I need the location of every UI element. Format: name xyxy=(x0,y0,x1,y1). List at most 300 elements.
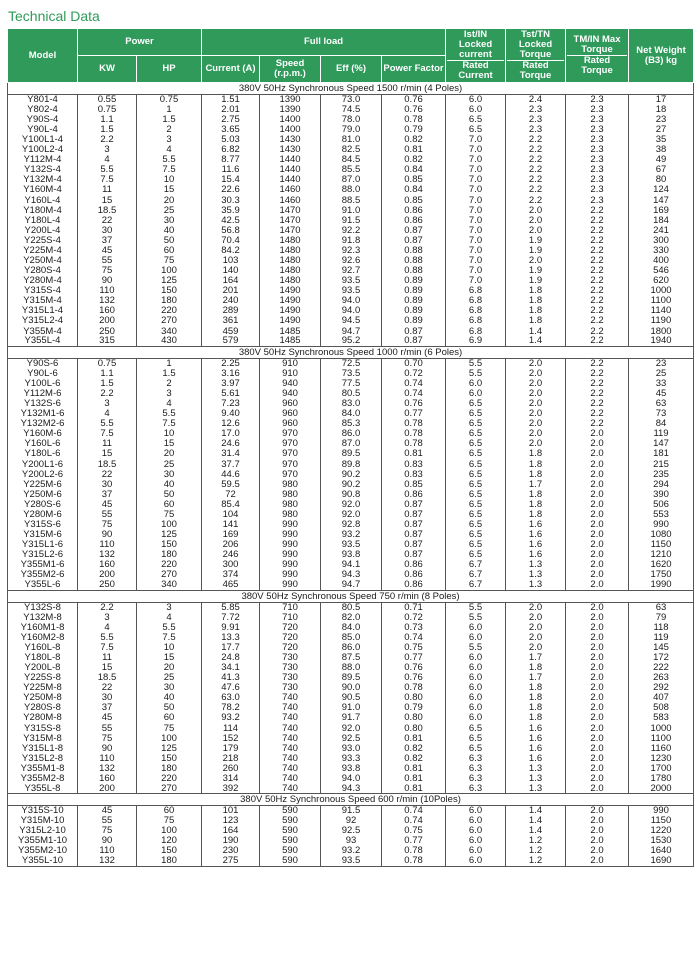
cell-kw: 3 xyxy=(78,612,137,622)
table-row xyxy=(8,580,694,590)
cell-kw: 22 xyxy=(78,683,137,693)
cell-current: 104 xyxy=(202,510,260,520)
table-row xyxy=(8,326,694,336)
cell-hp: 150 xyxy=(137,286,202,296)
cell-hp: 60 xyxy=(137,246,202,256)
cell-net-weight: 1190 xyxy=(629,316,694,326)
cell-tm-in: 2.0 xyxy=(566,580,629,590)
cell-ist-in: 6.0 xyxy=(446,379,506,389)
cell-power-factor: 0.78 xyxy=(382,429,446,439)
cell-model: Y225M-8 xyxy=(8,683,78,693)
cell-net-weight: 119 xyxy=(629,429,694,439)
cell-net-weight: 263 xyxy=(629,673,694,683)
cell-kw: 45 xyxy=(78,713,137,723)
cell-speed: 710 xyxy=(260,602,321,612)
cell-model: Y160M2-8 xyxy=(8,633,78,643)
cell-speed: 730 xyxy=(260,653,321,663)
cell-net-weight: 79 xyxy=(629,612,694,622)
table-row xyxy=(8,733,694,743)
cell-kw: 37 xyxy=(78,703,137,713)
cell-power-factor: 0.79 xyxy=(382,703,446,713)
cell-net-weight: 508 xyxy=(629,703,694,713)
cell-model: Y200L1-6 xyxy=(8,459,78,469)
cell-net-weight: 181 xyxy=(629,449,694,459)
cell-kw: 90 xyxy=(78,743,137,753)
cell-hp: 75 xyxy=(137,816,202,826)
cell-hp: 15 xyxy=(137,439,202,449)
cell-hp: 30 xyxy=(137,683,202,693)
cell-ist-in: 6.0 xyxy=(446,633,506,643)
table-row xyxy=(8,429,694,439)
cell-eff: 86.0 xyxy=(321,429,382,439)
cell-kw: 22 xyxy=(78,469,137,479)
cell-power-factor: 0.87 xyxy=(382,326,446,336)
cell-speed: 970 xyxy=(260,439,321,449)
cell-tm-in: 2.2 xyxy=(566,226,629,236)
cell-ist-in: 7.0 xyxy=(446,135,506,145)
cell-model: Y90S-6 xyxy=(8,358,78,368)
cell-hp: 7.5 xyxy=(137,633,202,643)
cell-speed: 1440 xyxy=(260,165,321,175)
cell-current: 190 xyxy=(202,836,260,846)
cell-hp: 150 xyxy=(137,846,202,856)
cell-ist-in: 6.0 xyxy=(446,703,506,713)
cell-hp: 100 xyxy=(137,733,202,743)
table-row xyxy=(8,389,694,399)
cell-speed: 590 xyxy=(260,816,321,826)
cell-current: 70.4 xyxy=(202,236,260,246)
cell-eff: 94.3 xyxy=(321,784,382,794)
cell-model: Y355M2-8 xyxy=(8,774,78,784)
cell-power-factor: 0.77 xyxy=(382,653,446,663)
cell-tst-tn: 2.2 xyxy=(506,145,566,155)
cell-kw: 4 xyxy=(78,409,137,419)
cell-speed: 990 xyxy=(260,570,321,580)
cell-power-factor: 0.86 xyxy=(382,215,446,225)
cell-net-weight: 1080 xyxy=(629,530,694,540)
cell-net-weight: 1640 xyxy=(629,846,694,856)
cell-current: 289 xyxy=(202,306,260,316)
cell-hp: 4 xyxy=(137,612,202,622)
cell-eff: 93.3 xyxy=(321,754,382,764)
cell-speed: 1470 xyxy=(260,205,321,215)
cell-current: 114 xyxy=(202,723,260,733)
cell-current: 24.8 xyxy=(202,653,260,663)
cell-net-weight: 1140 xyxy=(629,306,694,316)
cell-kw: 37 xyxy=(78,490,137,500)
cell-tm-in: 2.3 xyxy=(566,125,629,135)
cell-model: Y280S-6 xyxy=(8,500,78,510)
cell-tm-in: 2.2 xyxy=(566,246,629,256)
cell-speed: 740 xyxy=(260,713,321,723)
cell-hp: 125 xyxy=(137,530,202,540)
cell-kw: 2.2 xyxy=(78,135,137,145)
cell-hp: 10 xyxy=(137,175,202,185)
page-title: Technical Data xyxy=(8,8,100,24)
cell-ist-in: 6.0 xyxy=(446,95,506,105)
cell-current: 15.4 xyxy=(202,175,260,185)
cell-current: 140 xyxy=(202,266,260,276)
cell-speed: 990 xyxy=(260,550,321,560)
cell-kw: 75 xyxy=(78,826,137,836)
cell-kw: 1.5 xyxy=(78,379,137,389)
cell-ist-in: 6.0 xyxy=(446,806,506,816)
cell-net-weight: 620 xyxy=(629,276,694,286)
cell-speed: 970 xyxy=(260,449,321,459)
cell-tst-tn: 1.9 xyxy=(506,236,566,246)
cell-current: 59.5 xyxy=(202,479,260,489)
cell-hp: 25 xyxy=(137,459,202,469)
cell-speed: 1490 xyxy=(260,306,321,316)
cell-ist-in: 6.0 xyxy=(446,713,506,723)
cell-tm-in: 2.2 xyxy=(566,326,629,336)
cell-tm-in: 2.0 xyxy=(566,693,629,703)
table-row xyxy=(8,530,694,540)
cell-tm-in: 2.3 xyxy=(566,185,629,195)
cell-hp: 50 xyxy=(137,703,202,713)
cell-tst-tn: 1.8 xyxy=(506,296,566,306)
cell-net-weight: 27 xyxy=(629,125,694,135)
cell-power-factor: 0.88 xyxy=(382,256,446,266)
cell-hp: 60 xyxy=(137,806,202,816)
cell-speed: 980 xyxy=(260,500,321,510)
cell-hp: 4 xyxy=(137,399,202,409)
table-row xyxy=(8,409,694,419)
cell-tm-in: 2.3 xyxy=(566,175,629,185)
cell-kw: 1.1 xyxy=(78,115,137,125)
cell-eff: 92.0 xyxy=(321,500,382,510)
cell-tm-in: 2.0 xyxy=(566,449,629,459)
cell-kw: 7.5 xyxy=(78,175,137,185)
cell-net-weight: 390 xyxy=(629,490,694,500)
cell-current: 63.0 xyxy=(202,693,260,703)
cell-model: Y90L-6 xyxy=(8,369,78,379)
cell-model: Y355M1-8 xyxy=(8,764,78,774)
cell-ist-in: 6.5 xyxy=(446,743,506,753)
cell-kw: 30 xyxy=(78,226,137,236)
cell-speed: 1400 xyxy=(260,115,321,125)
cell-speed: 970 xyxy=(260,429,321,439)
cell-hp: 5.5 xyxy=(137,409,202,419)
table-row xyxy=(8,540,694,550)
cell-hp: 180 xyxy=(137,550,202,560)
cell-model: Y315L2-4 xyxy=(8,316,78,326)
cell-speed: 1490 xyxy=(260,316,321,326)
cell-net-weight: 546 xyxy=(629,266,694,276)
cell-speed: 720 xyxy=(260,643,321,653)
cell-power-factor: 0.78 xyxy=(382,115,446,125)
col-header-weight: Net Weight (B3) kg xyxy=(629,29,694,83)
section-header-row xyxy=(8,83,694,95)
cell-ist-in: 6.3 xyxy=(446,764,506,774)
cell-ist-in: 7.0 xyxy=(446,155,506,165)
cell-power-factor: 0.74 xyxy=(382,633,446,643)
cell-speed: 990 xyxy=(260,580,321,590)
cell-kw: 15 xyxy=(78,195,137,205)
cell-tst-tn: 1.8 xyxy=(506,459,566,469)
cell-model: Y250M-4 xyxy=(8,256,78,266)
section-header-group xyxy=(8,346,694,358)
cell-tst-tn: 1.9 xyxy=(506,276,566,286)
cell-tst-tn: 1.9 xyxy=(506,266,566,276)
cell-ist-in: 6.0 xyxy=(446,846,506,856)
cell-current: 17.0 xyxy=(202,429,260,439)
cell-power-factor: 0.87 xyxy=(382,520,446,530)
table-row xyxy=(8,743,694,753)
cell-eff: 84.5 xyxy=(321,155,382,165)
cell-current: 3.65 xyxy=(202,125,260,135)
cell-hp: 100 xyxy=(137,826,202,836)
cell-power-factor: 0.77 xyxy=(382,409,446,419)
cell-net-weight: 215 xyxy=(629,459,694,469)
table-row xyxy=(8,479,694,489)
table-row xyxy=(8,570,694,580)
cell-power-factor: 0.78 xyxy=(382,683,446,693)
cell-eff: 82.0 xyxy=(321,612,382,622)
table-row xyxy=(8,560,694,570)
cell-ist-in: 6.3 xyxy=(446,774,506,784)
cell-tst-tn: 1.3 xyxy=(506,560,566,570)
cell-hp: 1 xyxy=(137,358,202,368)
cell-power-factor: 0.71 xyxy=(382,602,446,612)
cell-ist-in: 6.0 xyxy=(446,653,506,663)
cell-speed: 590 xyxy=(260,806,321,816)
cell-ist-in: 7.0 xyxy=(446,276,506,286)
cell-eff: 89.8 xyxy=(321,459,382,469)
cell-kw: 55 xyxy=(78,256,137,266)
cell-kw: 11 xyxy=(78,653,137,663)
cell-hp: 120 xyxy=(137,836,202,846)
cell-tm-in: 2.3 xyxy=(566,135,629,145)
cell-ist-in: 6.5 xyxy=(446,469,506,479)
cell-tst-tn: 1.8 xyxy=(506,316,566,326)
cell-tst-tn: 1.6 xyxy=(506,540,566,550)
cell-model: Y280M-4 xyxy=(8,276,78,286)
table-row xyxy=(8,703,694,713)
col-header-ist xyxy=(446,29,506,83)
cell-speed: 730 xyxy=(260,683,321,693)
cell-speed: 1430 xyxy=(260,145,321,155)
section-header-row xyxy=(8,590,694,602)
cell-speed: 980 xyxy=(260,510,321,520)
cell-power-factor: 0.87 xyxy=(382,550,446,560)
cell-power-factor: 0.75 xyxy=(382,643,446,653)
cell-speed: 590 xyxy=(260,826,321,836)
cell-net-weight: 990 xyxy=(629,520,694,530)
cell-power-factor: 0.87 xyxy=(382,500,446,510)
cell-ist-in: 6.7 xyxy=(446,570,506,580)
cell-eff: 84.0 xyxy=(321,622,382,632)
col-header-kw: KW xyxy=(78,56,137,83)
cell-net-weight: 67 xyxy=(629,165,694,175)
cell-tm-in: 2.2 xyxy=(566,369,629,379)
cell-tst-tn: 1.8 xyxy=(506,713,566,723)
cell-hp: 430 xyxy=(137,336,202,346)
table-row xyxy=(8,439,694,449)
table-row xyxy=(8,836,694,846)
cell-model: Y132M-4 xyxy=(8,175,78,185)
cell-kw: 75 xyxy=(78,733,137,743)
cell-power-factor: 0.87 xyxy=(382,336,446,346)
cell-model: Y315L1-8 xyxy=(8,743,78,753)
table-row xyxy=(8,379,694,389)
cell-tm-in: 2.2 xyxy=(566,358,629,368)
cell-model: Y355L-10 xyxy=(8,856,78,866)
cell-kw: 132 xyxy=(78,856,137,866)
cell-eff: 87.0 xyxy=(321,175,382,185)
cell-tm-in: 2.3 xyxy=(566,95,629,105)
cell-ist-in: 5.5 xyxy=(446,358,506,368)
cell-model: Y250M-6 xyxy=(8,490,78,500)
cell-current: 374 xyxy=(202,570,260,580)
cell-ist-in: 6.0 xyxy=(446,816,506,826)
cell-ist-in: 6.0 xyxy=(446,693,506,703)
cell-speed: 740 xyxy=(260,754,321,764)
cell-tst-tn: 1.4 xyxy=(506,816,566,826)
cell-eff: 85.0 xyxy=(321,633,382,643)
cell-eff: 84.0 xyxy=(321,409,382,419)
cell-power-factor: 0.74 xyxy=(382,816,446,826)
cell-power-factor: 0.81 xyxy=(382,784,446,794)
section-label: 380V 50Hz Synchronous Speed 1000 r/min (6 Poles) xyxy=(8,346,694,358)
cell-tm-in: 2.0 xyxy=(566,663,629,673)
table-row xyxy=(8,215,694,225)
cell-eff: 94.0 xyxy=(321,306,382,316)
cell-power-factor: 0.80 xyxy=(382,713,446,723)
cell-tst-tn: 2.0 xyxy=(506,409,566,419)
cell-kw: 55 xyxy=(78,510,137,520)
cell-net-weight: 292 xyxy=(629,683,694,693)
cell-kw: 1.5 xyxy=(78,125,137,135)
cell-ist-in: 6.0 xyxy=(446,663,506,673)
cell-power-factor: 0.76 xyxy=(382,399,446,409)
cell-kw: 0.75 xyxy=(78,105,137,115)
cell-eff: 88.0 xyxy=(321,185,382,195)
cell-net-weight: 990 xyxy=(629,806,694,816)
cell-tm-in: 2.3 xyxy=(566,145,629,155)
cell-speed: 1480 xyxy=(260,276,321,286)
cell-tst-tn: 1.6 xyxy=(506,733,566,743)
cell-tm-in: 2.0 xyxy=(566,846,629,856)
cell-hp: 20 xyxy=(137,195,202,205)
cell-tst-tn: 1.7 xyxy=(506,479,566,489)
cell-power-factor: 0.87 xyxy=(382,540,446,550)
cell-power-factor: 0.86 xyxy=(382,560,446,570)
table-row xyxy=(8,550,694,560)
table-row xyxy=(8,653,694,663)
cell-power-factor: 0.88 xyxy=(382,246,446,256)
cell-tm-in: 2.2 xyxy=(566,215,629,225)
table-row xyxy=(8,369,694,379)
cell-current: 30.3 xyxy=(202,195,260,205)
cell-current: 12.6 xyxy=(202,419,260,429)
cell-ist-in: 5.5 xyxy=(446,369,506,379)
cell-speed: 1470 xyxy=(260,226,321,236)
cell-net-weight: 1160 xyxy=(629,743,694,753)
cell-current: 179 xyxy=(202,743,260,753)
cell-power-factor: 0.73 xyxy=(382,622,446,632)
cell-power-factor: 0.81 xyxy=(382,449,446,459)
cell-power-factor: 0.78 xyxy=(382,439,446,449)
cell-tst-tn: 1.3 xyxy=(506,570,566,580)
cell-tst-tn: 2.4 xyxy=(506,95,566,105)
cell-tst-tn: 1.8 xyxy=(506,306,566,316)
cell-ist-in: 6.5 xyxy=(446,520,506,530)
cell-hp: 270 xyxy=(137,570,202,580)
col-header-full-load: Full load xyxy=(202,29,446,56)
cell-model: Y90S-4 xyxy=(8,115,78,125)
cell-ist-in: 6.0 xyxy=(446,622,506,632)
cell-hp: 220 xyxy=(137,560,202,570)
cell-eff: 78.0 xyxy=(321,115,382,125)
cell-tst-tn: 1.9 xyxy=(506,246,566,256)
cell-tst-tn: 1.6 xyxy=(506,530,566,540)
cell-kw: 11 xyxy=(78,185,137,195)
cell-kw: 0.75 xyxy=(78,358,137,368)
cell-power-factor: 0.84 xyxy=(382,185,446,195)
cell-current: 93.2 xyxy=(202,713,260,723)
cell-model: Y315L2-6 xyxy=(8,550,78,560)
cell-speed: 740 xyxy=(260,743,321,753)
cell-model: Y355L-4 xyxy=(8,336,78,346)
cell-eff: 94.3 xyxy=(321,570,382,580)
cell-net-weight: 23 xyxy=(629,358,694,368)
cell-ist-in: 7.0 xyxy=(446,226,506,236)
cell-ist-in: 6.8 xyxy=(446,306,506,316)
cell-eff: 80.5 xyxy=(321,602,382,612)
cell-hp: 3 xyxy=(137,135,202,145)
cell-ist-in: 7.0 xyxy=(446,205,506,215)
cell-tst-tn: 2.0 xyxy=(506,612,566,622)
cell-power-factor: 0.81 xyxy=(382,764,446,774)
cell-speed: 720 xyxy=(260,633,321,643)
cell-speed: 960 xyxy=(260,409,321,419)
cell-hp: 7.5 xyxy=(137,419,202,429)
cell-kw: 30 xyxy=(78,479,137,489)
cell-power-factor: 0.89 xyxy=(382,306,446,316)
cell-model: Y180M-4 xyxy=(8,205,78,215)
cell-eff: 92.7 xyxy=(321,266,382,276)
cell-net-weight: 241 xyxy=(629,226,694,236)
cell-tm-in: 2.0 xyxy=(566,713,629,723)
cell-eff: 88.5 xyxy=(321,195,382,205)
cell-speed: 910 xyxy=(260,358,321,368)
cell-tm-in: 2.2 xyxy=(566,389,629,399)
cell-net-weight: 407 xyxy=(629,693,694,703)
cell-power-factor: 0.89 xyxy=(382,296,446,306)
cell-current: 35.9 xyxy=(202,205,260,215)
cell-tst-tn: 1.8 xyxy=(506,500,566,510)
cell-current: 240 xyxy=(202,296,260,306)
col-header-pf: Power Factor xyxy=(382,56,446,83)
cell-hp: 75 xyxy=(137,256,202,266)
cell-current: 459 xyxy=(202,326,260,336)
cell-ist-in: 6.5 xyxy=(446,449,506,459)
cell-power-factor: 0.70 xyxy=(382,358,446,368)
cell-model: Y801-4 xyxy=(8,95,78,105)
cell-tm-in: 2.0 xyxy=(566,439,629,449)
cell-speed: 740 xyxy=(260,784,321,794)
cell-power-factor: 0.89 xyxy=(382,286,446,296)
cell-power-factor: 0.80 xyxy=(382,723,446,733)
cell-eff: 90.8 xyxy=(321,490,382,500)
cell-hp: 15 xyxy=(137,185,202,195)
cell-speed: 1430 xyxy=(260,135,321,145)
cell-model: Y180L-8 xyxy=(8,653,78,663)
cell-tm-in: 2.0 xyxy=(566,826,629,836)
table-row xyxy=(8,276,694,286)
cell-model: Y132S-8 xyxy=(8,602,78,612)
